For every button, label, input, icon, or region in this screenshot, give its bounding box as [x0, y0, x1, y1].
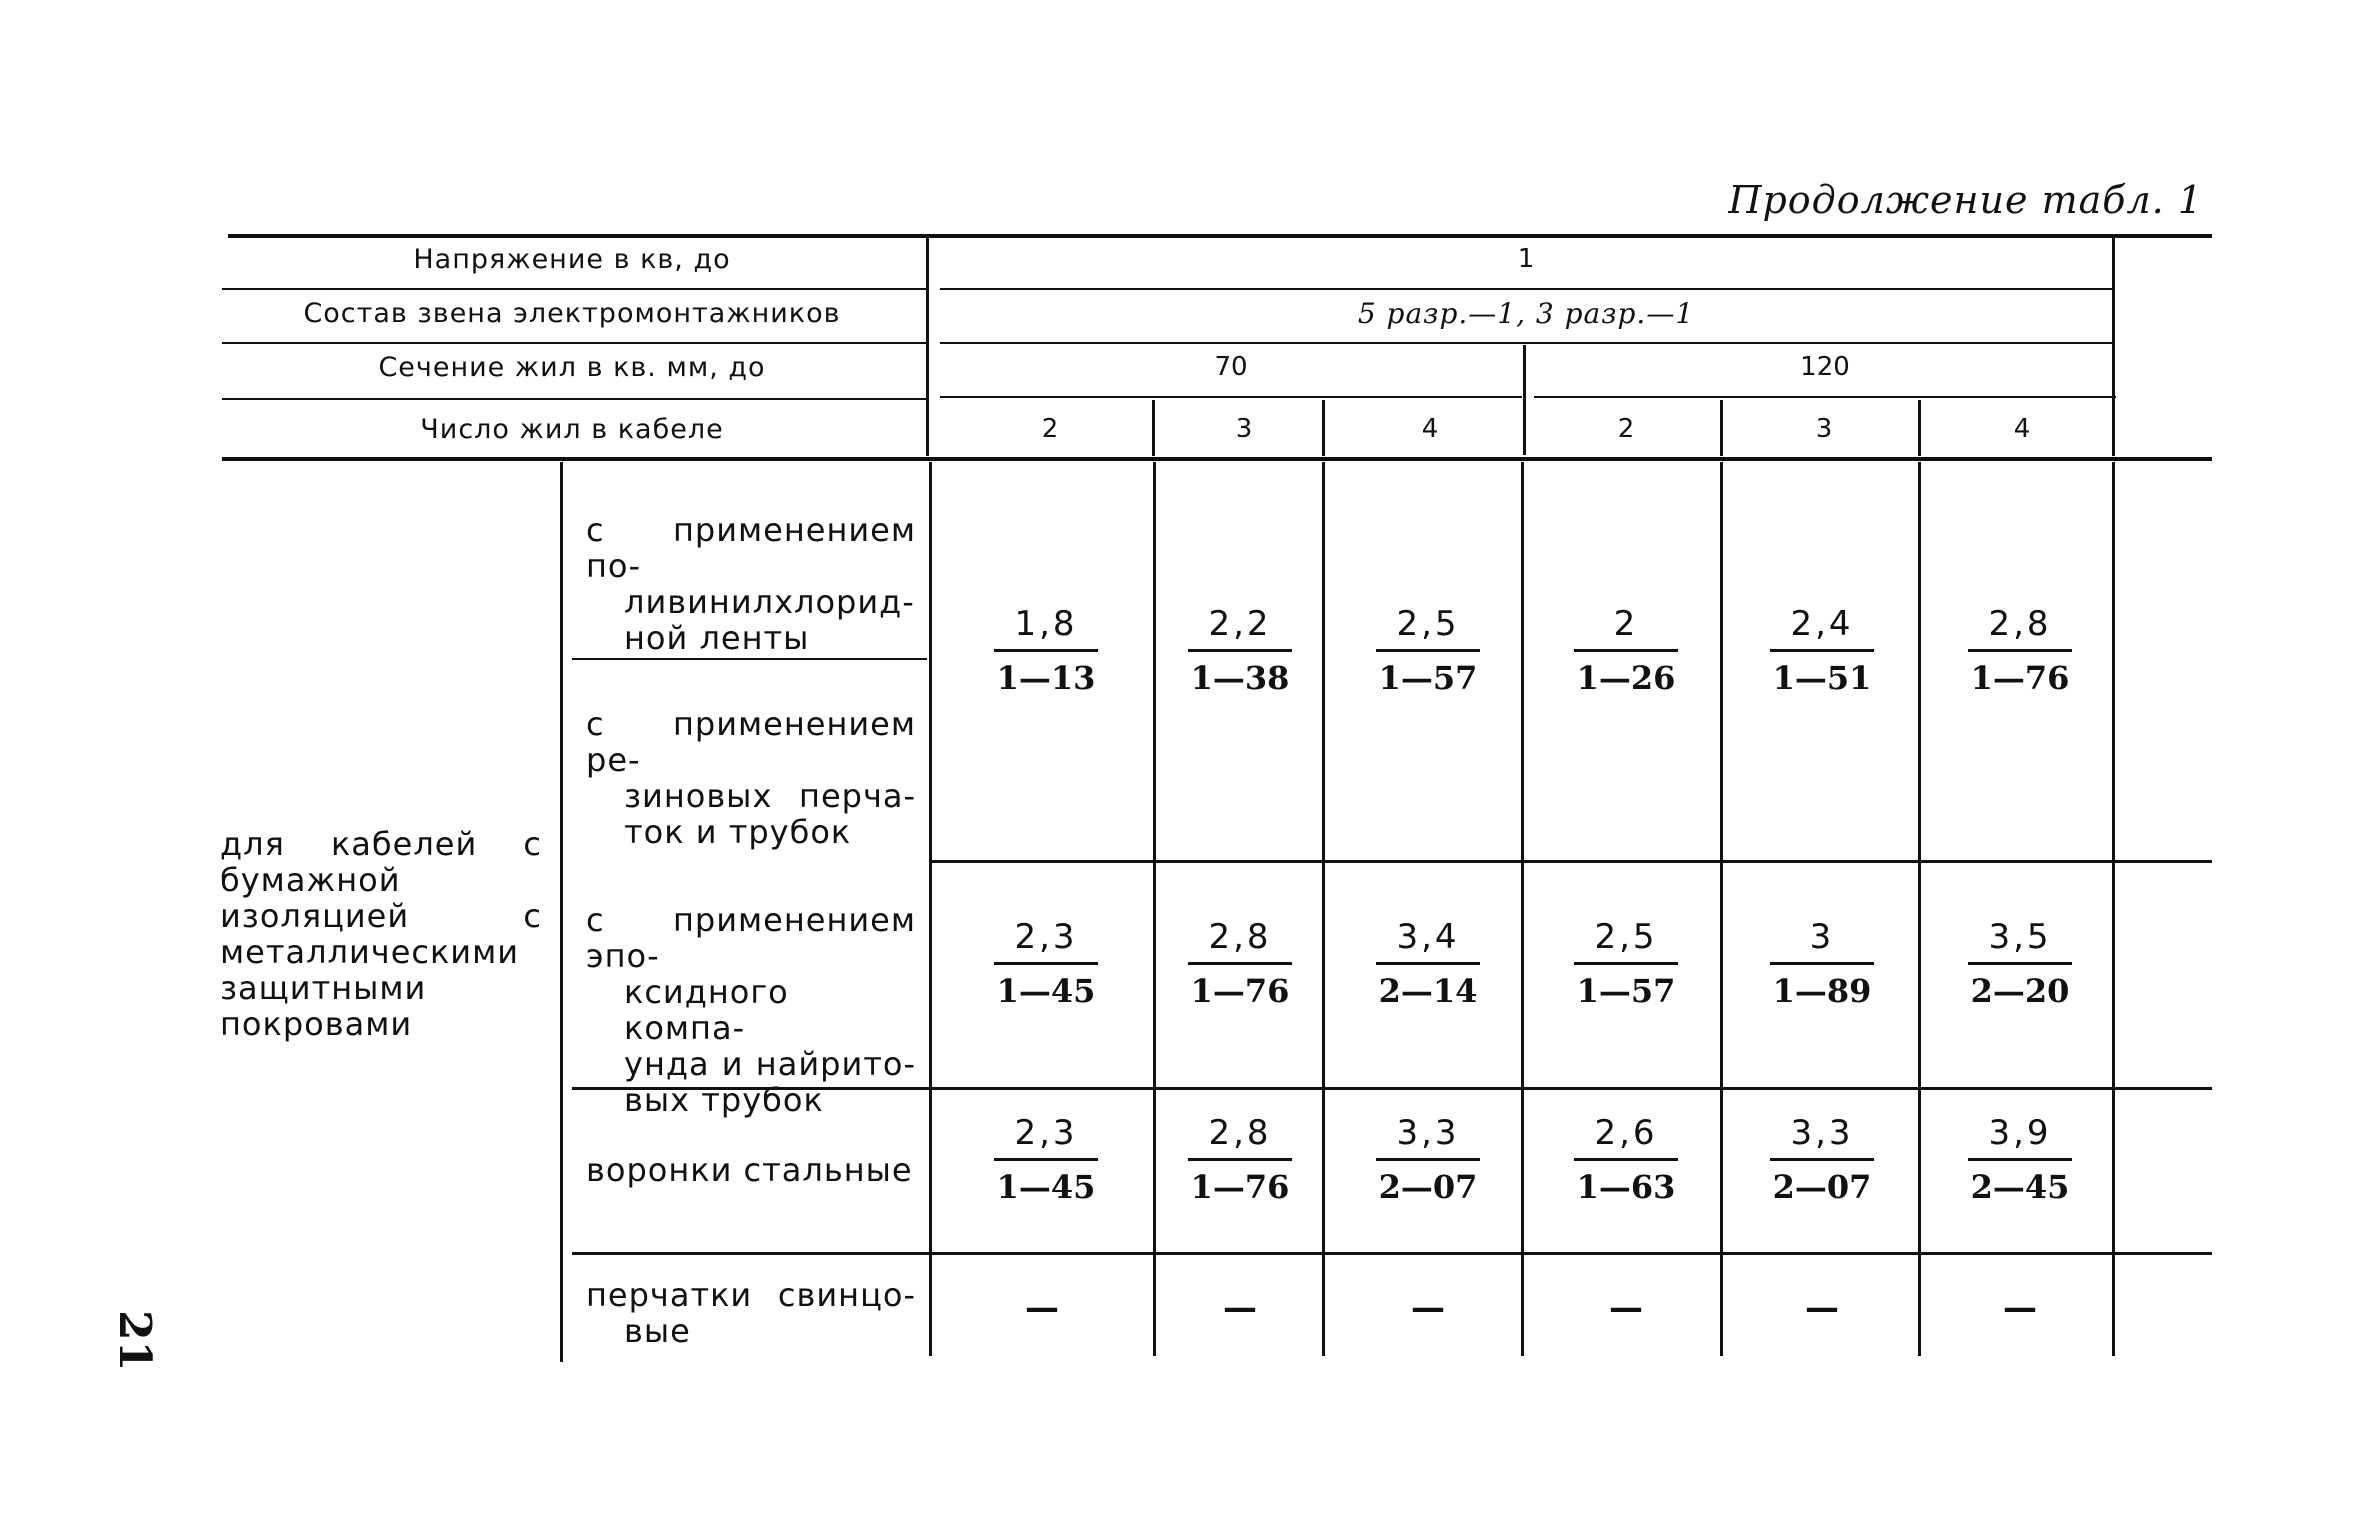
crew-label: Состав звена электромонтажников	[303, 298, 841, 329]
value-numerator: 2,8	[1208, 1113, 1272, 1153]
row-label-line: ток и трубок	[624, 813, 852, 851]
cores-value: 3	[1235, 414, 1253, 444]
value-denominator: 1—89	[1772, 972, 1872, 1010]
value-cell	[1180, 1114, 1300, 1205]
row-divider	[932, 860, 2212, 863]
value-cell	[1368, 918, 1488, 1009]
row-label-line: с применением эпо-	[586, 901, 916, 975]
value-numerator: 3,9	[1988, 1113, 2052, 1153]
value-numerator: 3	[1809, 917, 1835, 957]
row-label-line: ной ленты	[624, 619, 810, 657]
body-column-rule	[1521, 462, 1524, 1356]
empty-value-dash: —	[1025, 1288, 1059, 1328]
value-denominator: 1—38	[1190, 659, 1290, 697]
value-denominator: 2—20	[1970, 972, 2070, 1010]
value-denominator: 1—76	[1190, 1168, 1290, 1206]
value-denominator: 2—45	[1970, 1168, 2070, 1206]
value-denominator: 1—45	[996, 1168, 1096, 1206]
voltage-label: Напряжение в кв, до	[413, 244, 731, 275]
body-column-rule	[1153, 462, 1156, 1356]
header-column-rule	[926, 236, 929, 456]
value-cell	[1762, 605, 1882, 696]
value-denominator: 1—13	[996, 659, 1096, 697]
table-top-rule	[228, 234, 2212, 238]
value-denominator: 1—57	[1576, 972, 1676, 1010]
value-cell	[1180, 918, 1300, 1009]
section-value-120: 120	[1800, 352, 1850, 382]
body-column-rule	[1720, 462, 1723, 1356]
value-numerator: 2,4	[1790, 604, 1854, 644]
value-numerator: 2	[1613, 604, 1639, 644]
row-label-rubber	[586, 706, 916, 850]
body-column-rule	[929, 462, 932, 1356]
value-denominator: 2—07	[1378, 1168, 1478, 1206]
cores-column-rule	[1322, 400, 1325, 456]
row-label-line: ливинилхлорид-	[624, 583, 915, 621]
empty-value-dash: —	[1411, 1288, 1445, 1328]
value-numerator: 2,3	[1014, 917, 1078, 957]
value-numerator: 2,8	[1208, 917, 1272, 957]
value-numerator: 2,5	[1396, 604, 1460, 644]
value-cell	[1368, 1114, 1488, 1205]
row-label-line: зиновых перча-	[624, 777, 916, 815]
body-column-rule	[560, 462, 563, 1362]
section-value-70: 70	[1214, 352, 1248, 382]
row-label-epoxy	[586, 902, 916, 1118]
header-rule	[222, 398, 927, 400]
header-rule	[222, 342, 927, 344]
cores-label: Число жил в кабеле	[420, 414, 724, 445]
value-cell	[986, 918, 1106, 1009]
header-rule	[940, 342, 2112, 344]
value-denominator: 1—26	[1576, 659, 1676, 697]
value-cell	[986, 1114, 1106, 1205]
value-denominator: 2—07	[1772, 1168, 1872, 1206]
cores-value: 2	[1041, 414, 1059, 444]
value-denominator: 1—76	[1970, 659, 2070, 697]
cores-value: 4	[2013, 414, 2031, 444]
value-numerator: 2,6	[1594, 1113, 1658, 1153]
value-cell	[1762, 918, 1882, 1009]
header-bottom-rule	[222, 457, 2212, 461]
cores-column-rule	[1918, 400, 1921, 456]
body-column-rule	[1322, 462, 1325, 1356]
value-numerator: 3,3	[1790, 1113, 1854, 1153]
value-denominator: 1—57	[1378, 659, 1478, 697]
header-rule	[1534, 396, 2116, 398]
value-cell	[986, 605, 1106, 696]
page-number: 21	[109, 1310, 160, 1372]
row-divider	[572, 1252, 2212, 1255]
row-label-line: воронки стальные	[586, 1151, 913, 1189]
row-label-line: перчатки свинцо-	[586, 1276, 916, 1314]
cores-value: 3	[1815, 414, 1833, 444]
value-numerator: 2,8	[1988, 604, 2052, 644]
row-label-line: вые	[624, 1312, 691, 1350]
cores-column-rule	[1720, 400, 1723, 456]
header-rule	[222, 288, 927, 290]
empty-value-dash: —	[1609, 1288, 1643, 1328]
header-rule	[940, 396, 1522, 398]
value-denominator: 1—51	[1772, 659, 1872, 697]
cores-column-rule	[1152, 400, 1155, 456]
table-right-rule	[2112, 236, 2115, 456]
body-column-rule	[2112, 462, 2115, 1356]
empty-value-dash: —	[1805, 1288, 1839, 1328]
row-label-steel	[586, 1152, 916, 1188]
value-cell	[1960, 605, 2080, 696]
value-cell	[1960, 918, 2080, 1009]
value-denominator: 1—63	[1576, 1168, 1676, 1206]
value-numerator: 2,2	[1208, 604, 1272, 644]
header-rule	[940, 288, 2112, 290]
crew-value: 5 разр.—1, 3 разр.—1	[1357, 297, 1695, 330]
table-continuation-caption: Продолжение табл. 1	[1728, 178, 2203, 222]
value-numerator: 1,8	[1014, 604, 1078, 644]
value-denominator: 1—76	[1190, 972, 1290, 1010]
value-cell	[1368, 605, 1488, 696]
section-label: Сечение жил в кв. мм, до	[378, 352, 766, 383]
value-cell	[1566, 918, 1686, 1009]
row-label-line: унда и найрито-	[624, 1045, 916, 1083]
cores-value: 4	[1421, 414, 1439, 444]
value-numerator: 3,3	[1396, 1113, 1460, 1153]
row-label-line: ксидного компа-	[624, 973, 789, 1047]
value-denominator: 1—45	[996, 972, 1096, 1010]
row-label-line: вых трубок	[624, 1081, 824, 1119]
body-column-rule	[1918, 462, 1921, 1356]
value-cell	[1762, 1114, 1882, 1205]
cores-value: 2	[1617, 414, 1635, 444]
value-cell	[1566, 605, 1686, 696]
value-cell	[1180, 605, 1300, 696]
value-numerator: 3,4	[1396, 917, 1460, 957]
row-label-line: с применением ре-	[586, 705, 916, 779]
section-column-rule	[1523, 345, 1526, 455]
value-cell	[1566, 1114, 1686, 1205]
row-label-lead	[586, 1277, 916, 1349]
empty-value-dash: —	[2003, 1288, 2037, 1328]
cable-group-label: для кабелей с бумажной изоляцией с металлическими защитными покровами	[220, 825, 542, 1043]
value-numerator: 2,3	[1014, 1113, 1078, 1153]
value-numerator: 2,5	[1594, 917, 1658, 957]
value-cell	[1960, 1114, 2080, 1205]
row-divider	[572, 658, 927, 660]
row-label-pvc	[586, 512, 916, 656]
row-label-line: с применением по-	[586, 511, 916, 585]
value-denominator: 2—14	[1378, 972, 1478, 1010]
empty-value-dash: —	[1223, 1288, 1257, 1328]
voltage-value: 1	[1517, 244, 1535, 274]
value-numerator: 3,5	[1988, 917, 2052, 957]
